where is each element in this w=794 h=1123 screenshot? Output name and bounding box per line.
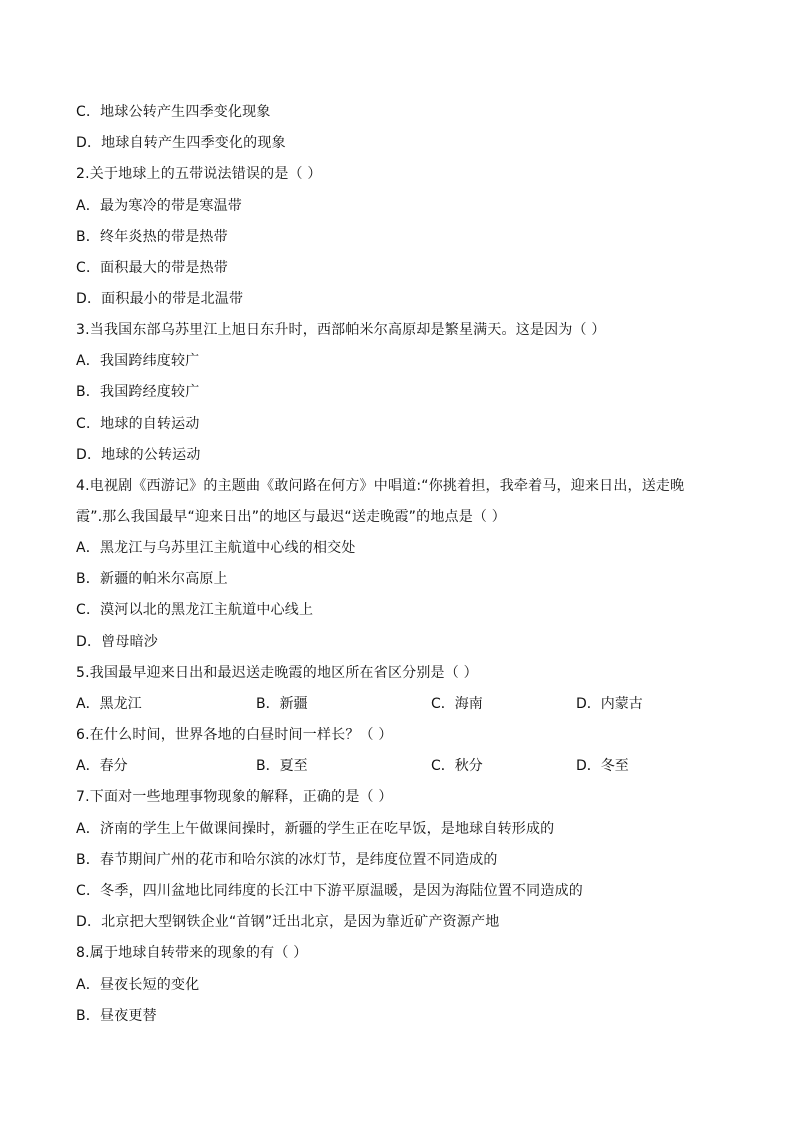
option-c-text: C．秋分 bbox=[431, 758, 483, 774]
option-c-text: C．地球公转产生四季变化现象 bbox=[76, 104, 271, 120]
option-b-text: B．终年炎热的带是热带 bbox=[76, 229, 228, 245]
option-d-text: D．曾母暗沙 bbox=[76, 634, 158, 650]
question-5-options-row bbox=[76, 695, 736, 713]
option-b-text: B．昼夜更替 bbox=[76, 1008, 157, 1024]
option-a-text: A．春分 bbox=[76, 758, 128, 774]
option-a-text: A．昼夜长短的变化 bbox=[76, 977, 200, 993]
option-a-text: A．黑龙江与乌苏里江主航道中心线的相交处 bbox=[76, 540, 356, 556]
option-d-text: D．地球的公转运动 bbox=[76, 447, 201, 463]
question-3-text: 3.当我国东部乌苏里江上旭日东升时，西部帕米尔高原却是繁星满天。这是因为（ ） bbox=[76, 322, 606, 338]
option-b-text: B．春节期间广州的花市和哈尔滨的冰灯节，是纬度位置不同造成的 bbox=[76, 852, 498, 868]
option-d-text: D．冬至 bbox=[576, 758, 629, 774]
option-b-text: B．新疆 bbox=[256, 696, 308, 712]
question-4-text-line-1: 4.电视剧《西游记》的主题曲《敢问路在何方》中唱道:“你挑着担，我牵着马，迎来日出，送走晚 bbox=[76, 478, 685, 494]
option-c-text: C．地球的自转运动 bbox=[76, 416, 200, 432]
option-c-text: C．漠河以北的黑龙江主航道中心线上 bbox=[76, 602, 314, 618]
question-4-text-line-2: 霞”.那么我国最早“迎来日出”的地区与最迟“送走晚霞”的地点是（ ） bbox=[76, 509, 506, 525]
option-a-text: A．最为寒冷的带是寒温带 bbox=[76, 198, 242, 214]
question-6-text: 6.在什么时间，世界各地的白昼时间一样长？（ ） bbox=[76, 727, 393, 743]
option-a-text: A．我国跨纬度较广 bbox=[76, 353, 200, 369]
option-d-text: D．地球自转产生四季变化的现象 bbox=[76, 135, 286, 151]
option-d-text: D．内蒙古 bbox=[576, 696, 643, 712]
option-d-text: D．北京把大型钢铁企业“首钢”迁出北京，是因为靠近矿产资源产地 bbox=[76, 914, 500, 930]
option-c-text: C．冬季，四川盆地比同纬度的长江中下游平原温暖，是因为海陆位置不同造成的 bbox=[76, 883, 583, 899]
question-5-text: 5.我国最早迎来日出和最迟送走晚霞的地区所在省区分别是（ ） bbox=[76, 665, 478, 681]
option-d-text: D．面积最小的带是北温带 bbox=[76, 291, 244, 307]
option-a-text: A．济南的学生上午做课间操时，新疆的学生正在吃早饭，是地球自转形成的 bbox=[76, 821, 555, 837]
option-b-text: B．我国跨经度较广 bbox=[76, 384, 200, 400]
question-2-text: 2.关于地球上的五带说法错误的是（ ） bbox=[76, 166, 322, 182]
question-8-text: 8.属于地球自转带来的现象的有（ ） bbox=[76, 945, 308, 961]
option-c-text: C．海南 bbox=[431, 696, 483, 712]
option-a-text: A．黑龙江 bbox=[76, 696, 142, 712]
question-6-options-row bbox=[76, 757, 736, 775]
option-c-text: C．面积最大的带是热带 bbox=[76, 260, 228, 276]
option-b-text: B．新疆的帕米尔高原上 bbox=[76, 571, 228, 587]
option-b-text: B．夏至 bbox=[256, 758, 308, 774]
question-7-text: 7.下面对一些地理事物现象的解释，正确的是（ ） bbox=[76, 789, 393, 805]
